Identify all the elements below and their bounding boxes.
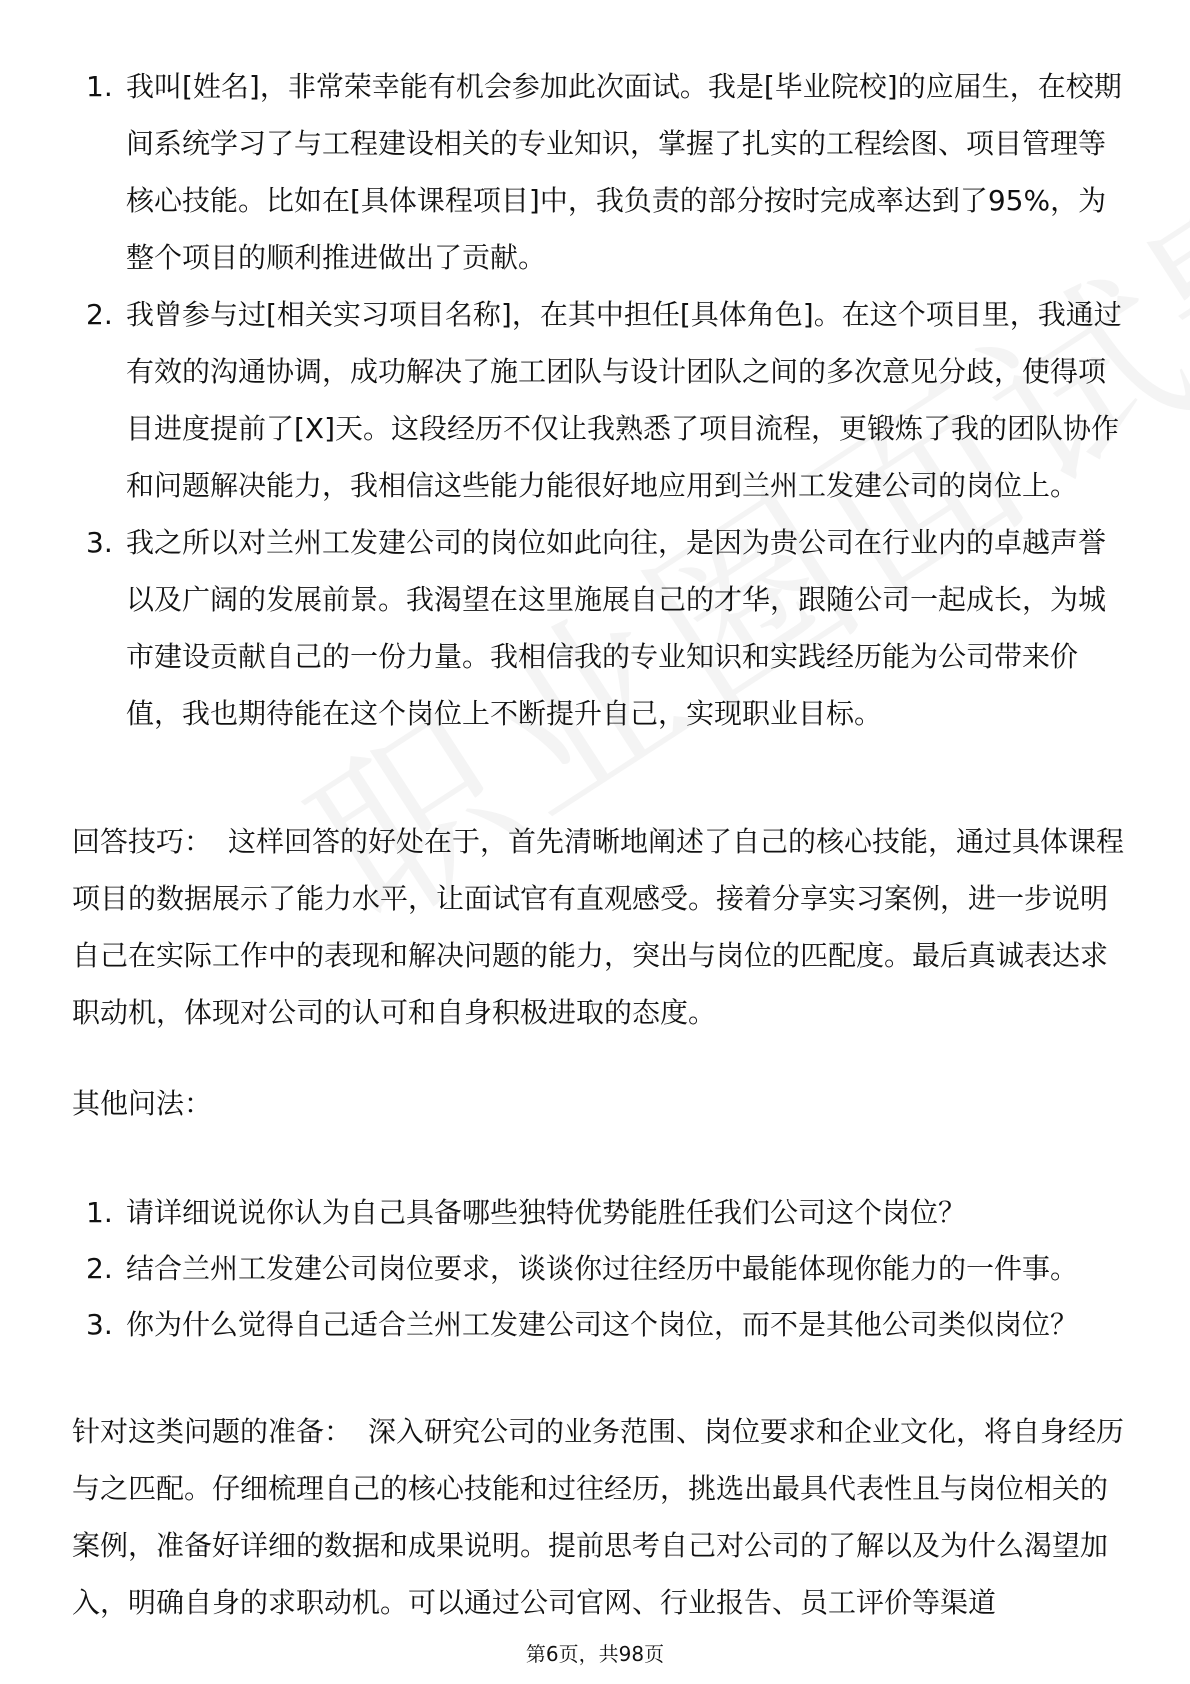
- other-question-text-2: 结合兰州工发建公司岗位要求，谈谈你过往经历中最能体现你能力的一件事。: [126, 1252, 1079, 1285]
- preparation-label: 针对这类问题的准备：: [72, 1415, 353, 1448]
- preparation-paragraph: [72, 1403, 1128, 1633]
- other-question-item-2: [86, 1241, 1126, 1297]
- answer-tips-paragraph: [72, 813, 1128, 1041]
- page-footer: [0, 1639, 1190, 1669]
- page-number-text: 第6页，共98页: [525, 1642, 665, 1666]
- answer-number-2: 2.: [86, 298, 113, 331]
- other-question-text-1: 请详细说说你认为自己具备哪些独特优势能胜任我们公司这个岗位？: [126, 1196, 967, 1229]
- other-questions-heading: 其他问法：: [72, 1087, 213, 1120]
- answer-text-1: 我叫[姓名]，非常荣幸能有机会参加此次面试。我是[毕业院校]的应届生，在校期间系统学习了与工程建设相关的专业知识，掌握了扎实的工程绘图、项目管理等核心技能。比如在[具体课程项目]中，我负责的部分按时完成率达到了95%，为整个项目的顺利推进做出了贡献。: [126, 70, 1122, 274]
- answer-item-3: [86, 514, 1126, 742]
- answer-text-3: 我之所以对兰州工发建公司的岗位如此向往，是因为贵公司在行业内的卓越声誉以及广阔的发展前景。我渴望在这里施展自己的才华，跟随公司一起成长，为城市建设贡献自己的一份力量。我相信我的专业知识和实践经历能为公司带来价值，我也期待能在这个岗位上不断提升自己，实现职业目标。: [126, 526, 1107, 730]
- answer-tips-label: 回答技巧：: [72, 825, 213, 858]
- other-question-item-3: [86, 1297, 1126, 1353]
- other-question-item-1: [86, 1185, 1126, 1241]
- preparation-text: 深入研究公司的业务范围、岗位要求和企业文化，将自身经历与之匹配。仔细梳理自己的核心技能和过往经历，挑选出最具代表性且与岗位相关的案例，准备好详细的数据和成果说明。提前思考自己对公司的了解以及为什么渴望加入，明确自身的求职动机。可以通过公司官网、行业报告、员工评价等渠道: [72, 1415, 1125, 1619]
- other-question-number-3: 3.: [86, 1308, 113, 1341]
- other-question-text-3: 你为什么觉得自己适合兰州工发建公司这个岗位，而不是其他公司类似岗位？: [126, 1308, 1079, 1341]
- other-questions-list: [86, 1185, 1126, 1353]
- answer-text-2: 我曾参与过[相关实习项目名称]，在其中担任[具体角色]。在这个项目里，我通过有效的沟通协调，成功解决了施工团队与设计团队之间的多次意见分歧，使得项目进度提前了[X]天。这段经历不仅让我熟悉了项目流程，更锻炼了我的团队协作和问题解决能力，我相信这些能力能很好地应用到兰州工发建公司的岗位上。: [126, 298, 1122, 502]
- answer-item-2: [86, 286, 1126, 514]
- other-question-number-2: 2.: [86, 1252, 113, 1285]
- answer-tips-text: 这样回答的好处在于，首先清晰地阐述了自己的核心技能，通过具体课程项目的数据展示了能力水平，让面试官有直观感受。接着分享实习案例，进一步说明自己在实际工作中的表现和解决问题的能力，突出与岗位的匹配度。最后真诚表达求职动机，体现对公司的认可和自身积极进取的态度。: [72, 825, 1125, 1029]
- other-question-number-1: 1.: [86, 1196, 113, 1229]
- answer-number-3: 3.: [86, 526, 113, 559]
- answer-item-1: [86, 58, 1126, 286]
- answer-list: [86, 58, 1126, 742]
- answer-number-1: 1.: [86, 70, 113, 103]
